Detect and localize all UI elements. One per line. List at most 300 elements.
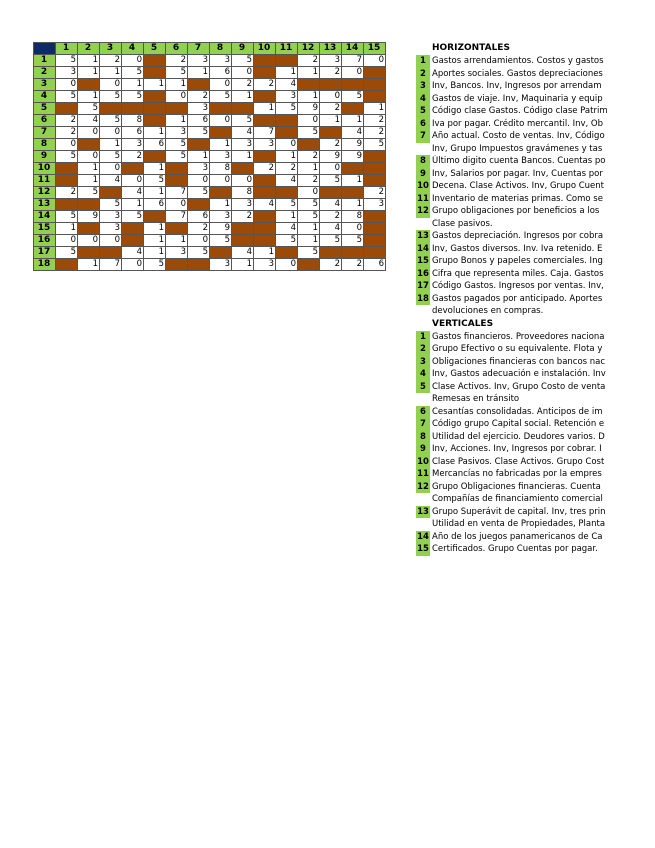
clue-number: 8 <box>416 155 430 168</box>
block-cell <box>364 163 386 175</box>
clue-text: Clase Activos. Inv, Grupo Costo de venta <box>432 381 606 392</box>
block-cell <box>78 247 100 259</box>
row-number: 7 <box>34 127 56 139</box>
clue-number: 5 <box>416 105 430 118</box>
block-cell <box>78 199 100 211</box>
horizontal-clue <box>416 143 655 156</box>
answer-cell: 1 <box>100 67 122 79</box>
horizontal-clue <box>416 80 655 93</box>
answer-cell: 1 <box>232 151 254 163</box>
answer-cell: 3 <box>364 199 386 211</box>
answer-cell: 1 <box>144 235 166 247</box>
answer-cell: 1 <box>320 115 342 127</box>
clue-number <box>416 393 430 406</box>
answer-cell: 5 <box>276 199 298 211</box>
column-number: 10 <box>254 43 276 55</box>
answer-cell: 5 <box>320 235 342 247</box>
answer-cell: 3 <box>56 67 78 79</box>
answer-cell: 9 <box>342 151 364 163</box>
horizontal-clue <box>416 305 655 318</box>
block-cell <box>364 91 386 103</box>
grid-row <box>34 67 386 79</box>
answer-cell: 2 <box>122 151 144 163</box>
answer-cell: 1 <box>298 67 320 79</box>
answer-cell: 1 <box>254 103 276 115</box>
grid-row <box>34 139 386 151</box>
answer-cell: 0 <box>122 175 144 187</box>
answer-cell: 3 <box>320 55 342 67</box>
answer-cell: 3 <box>232 139 254 151</box>
horizontal-clue <box>416 180 655 193</box>
grid-row <box>34 211 386 223</box>
clue-text: Iva por pagar. Crédito mercantil. Inv, Ob <box>432 118 603 129</box>
answer-cell: 1 <box>232 91 254 103</box>
horizontal-clue <box>416 55 655 68</box>
block-cell <box>342 163 364 175</box>
answer-cell: 5 <box>56 151 78 163</box>
answer-cell: 1 <box>78 91 100 103</box>
answer-cell: 6 <box>144 199 166 211</box>
horizontales-list <box>416 55 655 318</box>
block-cell <box>364 79 386 91</box>
answer-cell: 2 <box>298 175 320 187</box>
answer-cell: 5 <box>320 175 342 187</box>
answer-cell: 0 <box>56 139 78 151</box>
clue-text: Cifra que representa miles. Caja. Gastos <box>432 268 604 279</box>
answer-cell: 2 <box>56 115 78 127</box>
clue-text: devoluciones en compras. <box>432 306 544 316</box>
column-number: 1 <box>56 43 78 55</box>
block-cell <box>100 187 122 199</box>
block-cell <box>276 127 298 139</box>
block-cell <box>298 259 320 271</box>
answer-cell: 8 <box>122 115 144 127</box>
clue-text: Decena. Clase Activos. Inv, Grupo Cuent <box>432 181 605 191</box>
row-number: 17 <box>34 247 56 259</box>
answer-cell: 1 <box>78 163 100 175</box>
grid-row <box>34 247 386 259</box>
vertical-clue <box>416 506 655 519</box>
answer-cell: 1 <box>232 259 254 271</box>
block-cell <box>188 259 210 271</box>
vertical-clue <box>416 456 655 469</box>
grid-row <box>34 175 386 187</box>
column-number: 13 <box>320 43 342 55</box>
block-cell <box>364 247 386 259</box>
answer-cell: 5 <box>122 211 144 223</box>
clue-text: Clase Pasivos. Clase Activos. Grupo Cost <box>432 456 605 467</box>
block-cell <box>254 115 276 127</box>
block-cell <box>342 79 364 91</box>
block-cell <box>122 223 144 235</box>
block-cell <box>298 79 320 91</box>
clue-number: 18 <box>417 293 429 304</box>
answer-cell: 2 <box>364 187 386 199</box>
answer-cell: 5 <box>364 139 386 151</box>
block-cell <box>166 223 188 235</box>
clue-text: Obligaciones financieras con bancos nac <box>432 356 606 367</box>
row-number: 1 <box>34 55 56 67</box>
answer-cell: 5 <box>100 115 122 127</box>
grid-row <box>34 91 386 103</box>
block-cell <box>254 55 276 67</box>
vertical-clue <box>416 481 655 494</box>
answer-cell: 2 <box>320 103 342 115</box>
answer-cell: 2 <box>364 127 386 139</box>
answer-cell: 4 <box>254 199 276 211</box>
answer-cell: 1 <box>144 187 166 199</box>
answer-cell: 0 <box>320 163 342 175</box>
answer-cell: 3 <box>232 199 254 211</box>
block-cell <box>166 163 188 175</box>
answer-cell: 4 <box>232 127 254 139</box>
answer-cell: 5 <box>56 55 78 67</box>
answer-cell: 4 <box>320 199 342 211</box>
answer-cell: 0 <box>166 199 188 211</box>
block-cell <box>254 67 276 79</box>
block-cell <box>144 67 166 79</box>
clue-number <box>416 143 430 156</box>
block-cell <box>210 247 232 259</box>
answer-cell: 1 <box>122 79 144 91</box>
answer-cell: 5 <box>188 187 210 199</box>
answer-cell: 9 <box>78 211 100 223</box>
answer-cell: 0 <box>166 91 188 103</box>
vertical-clue <box>416 431 655 444</box>
block-cell <box>78 223 100 235</box>
answer-cell: 1 <box>210 199 232 211</box>
grid-row <box>34 151 386 163</box>
answer-cell: 9 <box>298 103 320 115</box>
block-cell <box>56 103 78 115</box>
answer-cell: 7 <box>342 55 364 67</box>
clue-text: Grupo Superávit de capital. Inv, tres prin <box>432 506 606 517</box>
block-cell <box>144 151 166 163</box>
answer-cell: 1 <box>78 67 100 79</box>
answer-cell: 1 <box>188 151 210 163</box>
answer-cell: 7 <box>166 211 188 223</box>
clue-text: Código grupo Capital social. Retención e <box>432 419 605 429</box>
clue-text: Inv, Salarios por pagar. Inv, Cuentas por <box>432 168 603 179</box>
row-number: 8 <box>34 139 56 151</box>
vertical-clue <box>416 356 655 369</box>
answer-cell: 0 <box>78 151 100 163</box>
clue-text: Cesantías consolidadas. Anticipos de im <box>432 406 603 417</box>
answer-cell: 5 <box>210 91 232 103</box>
row-number: 14 <box>34 211 56 223</box>
answer-cell: 2 <box>254 163 276 175</box>
clue-text: Gastos financieros. Proveedores naciona <box>432 331 605 342</box>
block-cell <box>298 139 320 151</box>
block-cell <box>364 67 386 79</box>
answer-cell: 0 <box>232 175 254 187</box>
answer-cell: 5 <box>298 199 320 211</box>
block-cell <box>100 247 122 259</box>
clue-number: 10 <box>417 181 429 191</box>
answer-cell: 5 <box>210 235 232 247</box>
clue-number: 1 <box>416 55 430 68</box>
clue-text: Gastos de viaje. Inv, Maquinaria y equip <box>432 93 603 104</box>
answer-cell: 1 <box>298 235 320 247</box>
row-number: 11 <box>34 175 56 187</box>
block-cell <box>188 139 210 151</box>
answer-cell: 3 <box>100 211 122 223</box>
clue-text: Utilidad en venta de Propiedades, Planta <box>432 519 606 529</box>
answer-cell: 6 <box>364 259 386 271</box>
answer-cell: 1 <box>78 55 100 67</box>
clue-text: Año de los juegos panamericanos de Ca <box>432 531 603 542</box>
row-number: 4 <box>34 91 56 103</box>
horizontal-clue <box>416 268 655 281</box>
answer-cell: 3 <box>188 55 210 67</box>
answer-cell: 5 <box>166 139 188 151</box>
horizontal-clue <box>416 130 655 143</box>
column-number: 12 <box>298 43 320 55</box>
row-number: 13 <box>34 199 56 211</box>
clue-text: Mercancías no fabricadas por la empres <box>432 469 602 479</box>
block-cell <box>342 247 364 259</box>
clue-text: Clase pasivos. <box>432 218 493 229</box>
vertical-clue <box>416 518 655 531</box>
block-cell <box>320 79 342 91</box>
answer-cell: 5 <box>298 211 320 223</box>
answer-cell: 3 <box>122 139 144 151</box>
clue-text: Inv, Bancos. Inv, Ingresos por arrendam <box>432 81 602 91</box>
clue-number: 1 <box>416 331 430 344</box>
block-cell <box>276 187 298 199</box>
clue-number: 16 <box>417 268 429 279</box>
crossword-grid <box>33 42 386 271</box>
block-cell <box>78 139 100 151</box>
horizontal-clue <box>416 193 655 206</box>
row-number: 5 <box>34 103 56 115</box>
answer-cell: 0 <box>122 55 144 67</box>
row-number: 6 <box>34 115 56 127</box>
block-cell <box>232 103 254 115</box>
horizontal-clue <box>416 255 655 268</box>
vertical-clue <box>416 418 655 431</box>
clue-number: 2 <box>416 343 430 356</box>
answer-cell: 0 <box>188 175 210 187</box>
answer-cell: 0 <box>210 115 232 127</box>
clue-number: 15 <box>417 256 429 266</box>
clue-number <box>416 493 430 506</box>
answer-cell: 5 <box>122 67 144 79</box>
clue-number: 6 <box>416 118 430 131</box>
answer-cell: 5 <box>122 91 144 103</box>
answer-cell: 0 <box>342 223 364 235</box>
vertical-clue <box>416 493 655 506</box>
block-cell <box>56 199 78 211</box>
answer-cell: 2 <box>320 67 342 79</box>
answer-cell: 2 <box>320 139 342 151</box>
block-cell <box>320 127 342 139</box>
clue-number <box>416 218 430 231</box>
horizontales-heading: HORIZONTALES <box>432 43 510 53</box>
clue-number: 5 <box>416 381 430 394</box>
answer-cell: 3 <box>210 211 232 223</box>
answer-cell: 9 <box>210 223 232 235</box>
answer-cell: 4 <box>78 115 100 127</box>
clue-text: Grupo Obligaciones financieras. Cuenta <box>432 481 601 492</box>
grid-row <box>34 259 386 271</box>
block-cell <box>144 91 166 103</box>
answer-cell: 1 <box>144 79 166 91</box>
answer-cell: 1 <box>166 235 188 247</box>
answer-cell: 0 <box>100 163 122 175</box>
answer-cell: 1 <box>188 67 210 79</box>
clue-text: Inv, Gastos adecuación e instalación. Inv <box>432 369 606 379</box>
answer-cell: 0 <box>100 79 122 91</box>
horizontal-clue <box>416 168 655 181</box>
answer-cell: 5 <box>276 235 298 247</box>
clue-number: 9 <box>416 168 430 181</box>
answer-cell: 1 <box>144 127 166 139</box>
answer-cell: 4 <box>276 223 298 235</box>
answer-cell: 0 <box>188 235 210 247</box>
clue-number: 7 <box>416 130 430 143</box>
clue-text: Compañías de financiamiento comercial <box>432 494 603 504</box>
answer-cell: 2 <box>320 211 342 223</box>
clue-number <box>416 518 430 531</box>
answer-cell: 1 <box>210 139 232 151</box>
block-cell <box>364 223 386 235</box>
answer-cell: 4 <box>320 223 342 235</box>
answer-cell: 5 <box>144 259 166 271</box>
block-cell <box>232 235 254 247</box>
answer-cell: 9 <box>342 139 364 151</box>
answer-cell: 4 <box>342 127 364 139</box>
block-cell <box>122 103 144 115</box>
answer-cell: 2 <box>232 211 254 223</box>
row-number: 16 <box>34 235 56 247</box>
answer-cell: 0 <box>100 235 122 247</box>
answer-cell: 5 <box>342 91 364 103</box>
answer-cell: 0 <box>210 79 232 91</box>
answer-cell: 3 <box>210 259 232 271</box>
vertical-clue <box>416 406 655 419</box>
block-cell <box>56 163 78 175</box>
clue-text: Certificados. Grupo Cuentas por pagar. <box>432 544 598 554</box>
horizontal-clue <box>416 218 655 231</box>
answer-cell: 0 <box>276 259 298 271</box>
answer-cell: 1 <box>122 199 144 211</box>
column-number: 6 <box>166 43 188 55</box>
column-number: 9 <box>232 43 254 55</box>
answer-cell: 7 <box>166 187 188 199</box>
answer-cell: 0 <box>122 259 144 271</box>
horizontal-clue <box>416 205 655 218</box>
row-number: 15 <box>34 223 56 235</box>
vertical-clue <box>416 468 655 481</box>
clue-number: 14 <box>417 243 429 254</box>
answer-cell: 3 <box>210 151 232 163</box>
column-number: 8 <box>210 43 232 55</box>
answer-cell: 2 <box>276 163 298 175</box>
answer-cell: 1 <box>364 103 386 115</box>
clue-number: 6 <box>416 406 430 419</box>
answer-cell: 2 <box>298 151 320 163</box>
clue-text: Gastos arrendamientos. Costos y gastos <box>432 56 604 66</box>
block-cell <box>144 103 166 115</box>
answer-cell: 5 <box>100 151 122 163</box>
answer-cell: 2 <box>342 259 364 271</box>
horizontal-clue <box>416 68 655 81</box>
answer-cell: 0 <box>100 127 122 139</box>
row-number: 9 <box>34 151 56 163</box>
answer-cell: 4 <box>100 175 122 187</box>
answer-cell: 6 <box>122 127 144 139</box>
answer-cell: 2 <box>100 55 122 67</box>
block-cell <box>56 175 78 187</box>
answer-cell: 8 <box>232 187 254 199</box>
clue-number: 15 <box>417 544 429 554</box>
block-cell <box>144 211 166 223</box>
answer-cell: 5 <box>56 211 78 223</box>
answer-cell: 2 <box>188 91 210 103</box>
column-number: 4 <box>122 43 144 55</box>
answer-cell: 5 <box>298 127 320 139</box>
answer-cell: 2 <box>254 79 276 91</box>
answer-cell: 1 <box>342 175 364 187</box>
answer-cell: 3 <box>188 103 210 115</box>
answer-cell: 5 <box>232 115 254 127</box>
answer-cell: 1 <box>56 223 78 235</box>
answer-cell: 5 <box>78 187 100 199</box>
answer-cell: 2 <box>188 223 210 235</box>
grid-row <box>34 103 386 115</box>
block-cell <box>254 235 276 247</box>
horizontal-clue <box>416 243 655 256</box>
answer-cell: 5 <box>188 247 210 259</box>
answer-cell: 5 <box>166 67 188 79</box>
clue-text: Grupo obligaciones por beneficios a los <box>432 206 600 216</box>
row-number: 18 <box>34 259 56 271</box>
clue-number: 13 <box>417 231 429 241</box>
answer-cell: 0 <box>276 139 298 151</box>
vertical-clue <box>416 393 655 406</box>
answer-cell: 0 <box>210 175 232 187</box>
block-cell <box>254 211 276 223</box>
answer-cell: 2 <box>56 187 78 199</box>
answer-cell: 1 <box>298 91 320 103</box>
grid-row <box>34 199 386 211</box>
clue-text: Inv, Grupo Impuestos gravámenes y tas <box>432 143 603 154</box>
vertical-clue <box>416 443 655 456</box>
answer-cell: 3 <box>100 223 122 235</box>
answer-cell: 4 <box>276 79 298 91</box>
block-cell <box>100 103 122 115</box>
clue-text: Inv, Gastos diversos. Inv. Iva retenido. E <box>432 243 603 254</box>
block-cell <box>276 55 298 67</box>
clue-text: Código clase Gastos. Código clase Patrim <box>432 106 608 116</box>
block-cell <box>254 223 276 235</box>
grid-row <box>34 235 386 247</box>
block-cell <box>254 175 276 187</box>
block-cell <box>276 115 298 127</box>
answer-cell: 4 <box>122 187 144 199</box>
column-number: 5 <box>144 43 166 55</box>
answer-cell: 0 <box>78 235 100 247</box>
block-cell <box>122 235 144 247</box>
answer-cell: 5 <box>100 91 122 103</box>
block-cell <box>210 187 232 199</box>
block-cell <box>166 259 188 271</box>
grid-row <box>34 163 386 175</box>
horizontal-clue <box>416 155 655 168</box>
crossword-rows <box>34 55 386 271</box>
answer-cell: 1 <box>144 247 166 259</box>
